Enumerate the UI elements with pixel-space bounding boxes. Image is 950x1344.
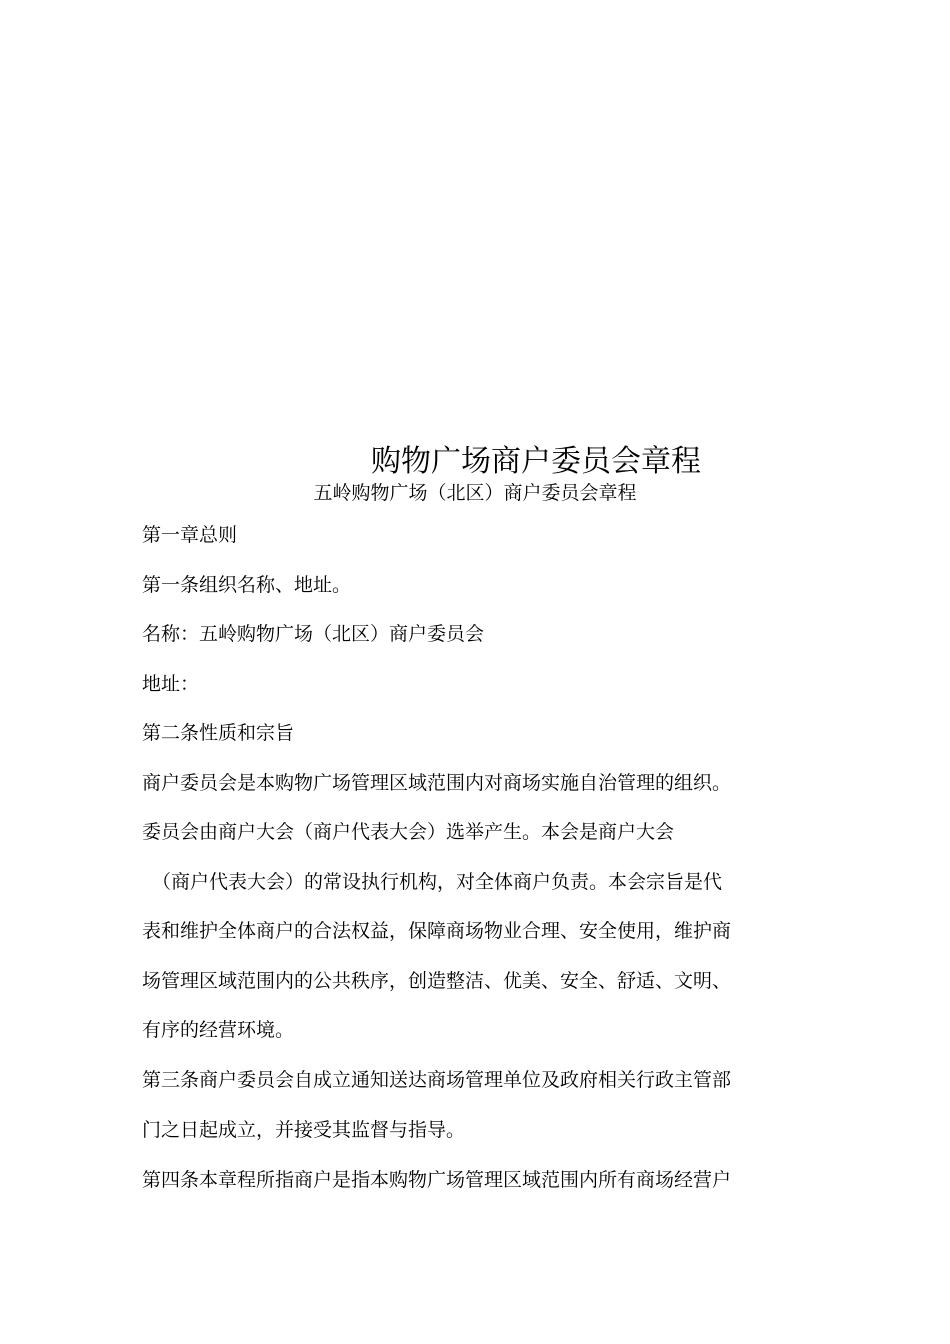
paragraph-line: 第四条本章程所指商户是指本购物广场管理区域范围内所有商场经营户: [142, 1169, 732, 1191]
paragraph-line: 第三条商户委员会自成立通知送达商场管理单位及政府相关行政主管部: [142, 1069, 732, 1091]
article-heading: 第二条性质和宗旨: [142, 722, 295, 744]
chapter-heading: 第一章总则: [142, 524, 238, 546]
paragraph-line: 委员会由商户大会（商户代表大会）选举产生。本会是商户大会: [142, 821, 675, 843]
paragraph-line: 场管理区域范围内的公共秩序，创造整洁、优美、安全、舒适、文明、: [142, 970, 732, 992]
article-heading: 第一条组织名称、地址。: [142, 574, 352, 596]
paragraph-line: 表和维护全体商户的合法权益，保障商场物业合理、安全使用，维护商: [142, 920, 732, 942]
document-subtitle: 五岭购物广场（北区）商户委员会章程: [313, 482, 637, 504]
name-line: 名称：五岭购物广场（北区）商户委员会: [142, 623, 485, 645]
paragraph-line: 门之日起成立，并接受其监督与指导。: [142, 1119, 466, 1141]
document-title: 购物广场商户委员会章程: [371, 444, 701, 479]
address-line: 地址：: [142, 673, 200, 695]
paragraph-line: （商户代表大会）的常设执行机构，对全体商户负责。本会宗旨是代: [152, 871, 723, 893]
paragraph-line: 商户委员会是本购物广场管理区域范围内对商场实施自治管理的组织。: [142, 772, 732, 794]
paragraph-line: 有序的经营环境。: [142, 1019, 295, 1041]
